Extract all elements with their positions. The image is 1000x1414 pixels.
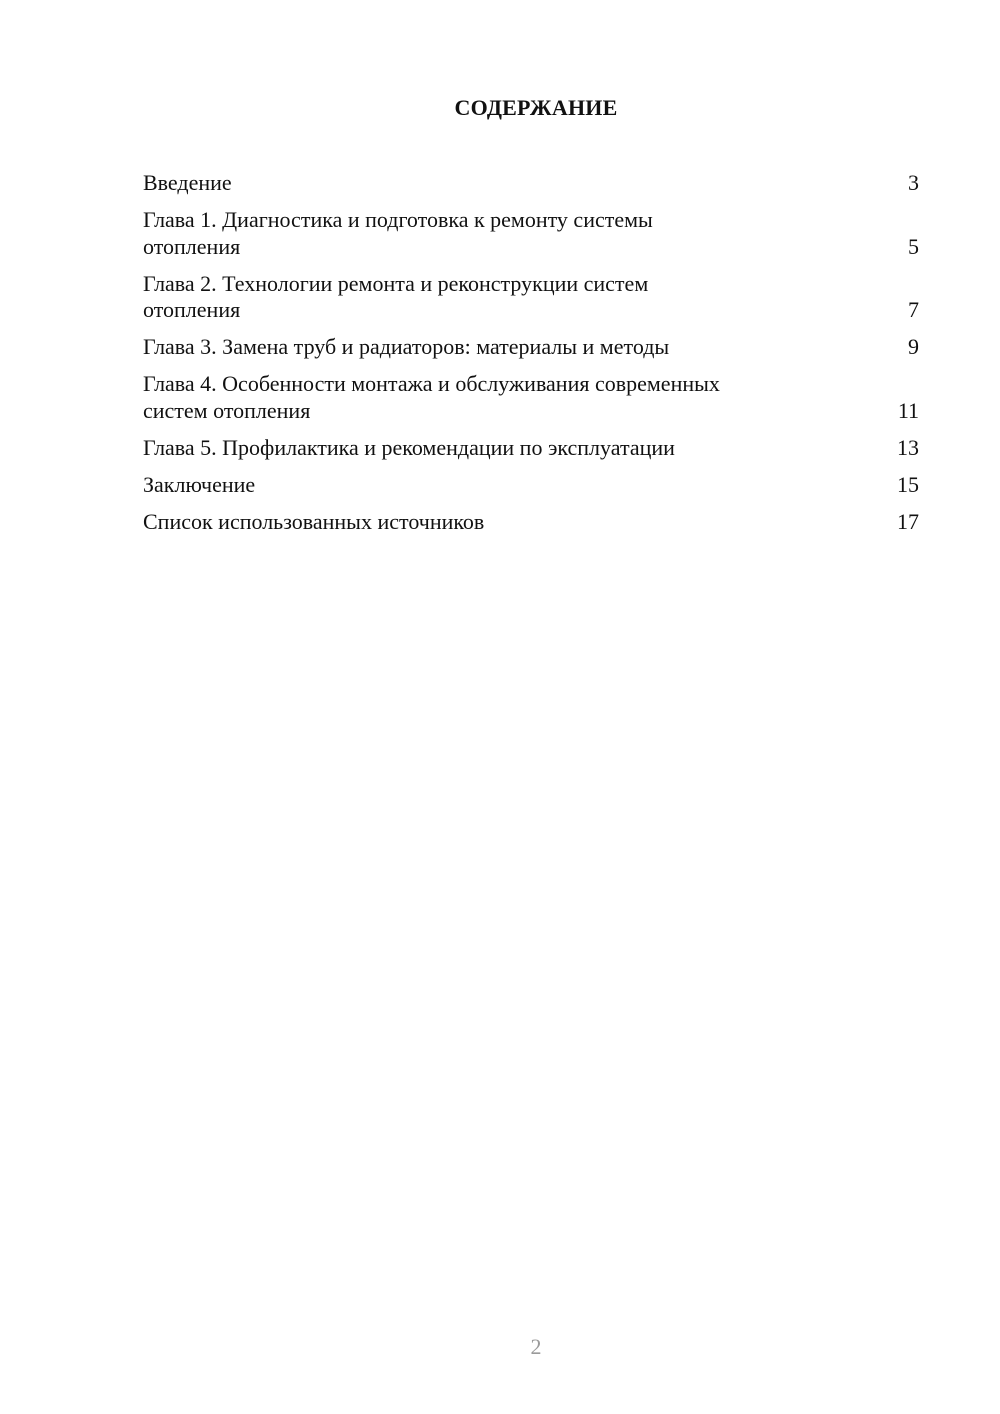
toc-entry-line: отопления <box>143 297 241 322</box>
toc-entry-text <box>143 472 255 499</box>
toc-page-number: 3 <box>908 170 919 195</box>
toc-page-number: 5 <box>908 233 919 259</box>
toc-entry-references <box>143 509 919 536</box>
toc-entry-introduction <box>143 170 919 197</box>
toc-entry-line: Введение <box>143 170 232 195</box>
toc-entry-line: Глава 3. Замена труб и радиаторов: материалы и методы <box>143 334 670 359</box>
toc-page-number: 13 <box>897 434 919 460</box>
toc-entry-text <box>143 207 653 260</box>
toc-entry-line: Глава 2. Технологии ремонта и реконструкции систем <box>143 270 649 296</box>
toc-entry-line: Глава 1. Диагностика и подготовка к ремонту системы <box>143 207 653 232</box>
toc-entry-chapter-5 <box>143 435 919 462</box>
toc-entry-text <box>143 509 484 536</box>
toc-entry-chapter-3 <box>143 334 919 361</box>
table-of-contents <box>143 170 919 546</box>
toc-entry-text <box>143 334 669 361</box>
toc-entry-chapter-1 <box>143 207 919 260</box>
toc-entry-conclusion <box>143 472 919 499</box>
toc-entry-chapter-2 <box>143 271 919 324</box>
toc-page-number: 9 <box>908 334 919 359</box>
toc-entry-line: Глава 4. Особенности монтажа и обслуживания современных <box>143 371 720 396</box>
page-footer-number: 2 <box>530 1334 542 1359</box>
toc-page-number: 17 <box>897 508 919 534</box>
page-title: СОДЕРЖАНИЕ <box>454 95 618 120</box>
toc-page-number: 15 <box>897 471 919 497</box>
toc-entry-line: Список использованных источников <box>143 508 485 534</box>
toc-entry-line: систем отопления <box>143 397 311 423</box>
toc-page-number: 7 <box>908 297 919 322</box>
toc-entry-line: Заключение <box>143 471 256 497</box>
toc-entry-text <box>143 435 675 462</box>
toc-entry-chapter-4 <box>143 371 919 424</box>
toc-entry-text <box>143 371 720 424</box>
toc-entry-text <box>143 170 232 197</box>
toc-entry-line: отопления <box>143 233 241 259</box>
toc-entry-line: Глава 5. Профилактика и рекомендации по эксплуатации <box>143 434 675 460</box>
toc-page-number: 11 <box>897 397 919 423</box>
toc-entry-text <box>143 271 648 324</box>
